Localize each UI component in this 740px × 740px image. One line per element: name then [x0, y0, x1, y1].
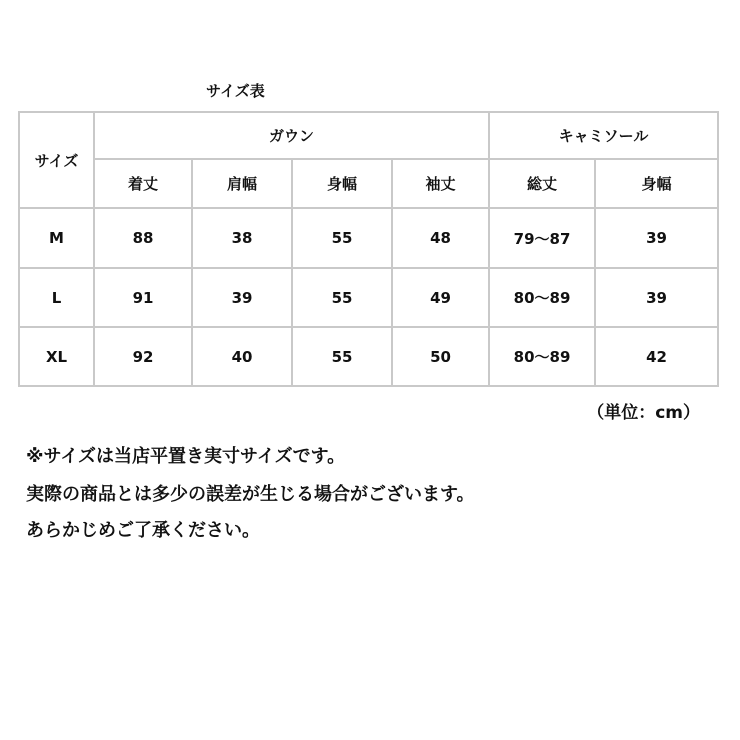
group-header-row — [19, 112, 718, 159]
column-header-row — [19, 159, 718, 208]
table-cell: 55 — [292, 208, 392, 268]
column-header-sleeve: 袖丈 — [392, 159, 489, 208]
column-header-chest: 身幅 — [292, 159, 392, 208]
table-cell: 48 — [392, 208, 489, 268]
table-cell: 55 — [292, 268, 392, 327]
note-measurement: ※サイズは当店平置き実寸サイズです。 — [26, 446, 346, 467]
table-cell: 38 — [192, 208, 292, 268]
table-cell: 39 — [192, 268, 292, 327]
group-header-gown: ガウン — [94, 112, 489, 159]
table-row — [19, 268, 718, 327]
table-cell: 88 — [94, 208, 192, 268]
group-header-camisole: キャミソール — [489, 112, 718, 159]
table-cell: 49 — [392, 268, 489, 327]
table-cell: 79～87 — [489, 208, 595, 268]
table-row — [19, 208, 718, 268]
table-cell: 55 — [292, 327, 392, 386]
table-title: サイズ表 — [206, 82, 265, 100]
size-table — [18, 111, 719, 387]
size-label: L — [19, 268, 94, 327]
table-cell: 39 — [595, 268, 718, 327]
table-cell: 80～89 — [489, 327, 595, 386]
table-cell: 92 — [94, 327, 192, 386]
size-label: XL — [19, 327, 94, 386]
table-cell: 39 — [595, 208, 718, 268]
size-label: M — [19, 208, 94, 268]
table-cell: 42 — [595, 327, 718, 386]
table-cell: 80～89 — [489, 268, 595, 327]
unit-label: （単位：cm） — [587, 403, 700, 423]
note-variance: 実際の商品とは多少の誤差が生じる場合がございます。 — [26, 484, 475, 505]
table-cell: 50 — [392, 327, 489, 386]
size-header-cell: サイズ — [19, 112, 94, 208]
note-acknowledge: あらかじめご了承ください。 — [26, 520, 260, 541]
column-header-camisole-chest: 身幅 — [595, 159, 718, 208]
column-header-shoulder: 肩幅 — [192, 159, 292, 208]
column-header-total-length: 総丈 — [489, 159, 595, 208]
table-cell: 91 — [94, 268, 192, 327]
table-cell: 40 — [192, 327, 292, 386]
column-header-length: 着丈 — [94, 159, 192, 208]
table-row — [19, 327, 718, 386]
